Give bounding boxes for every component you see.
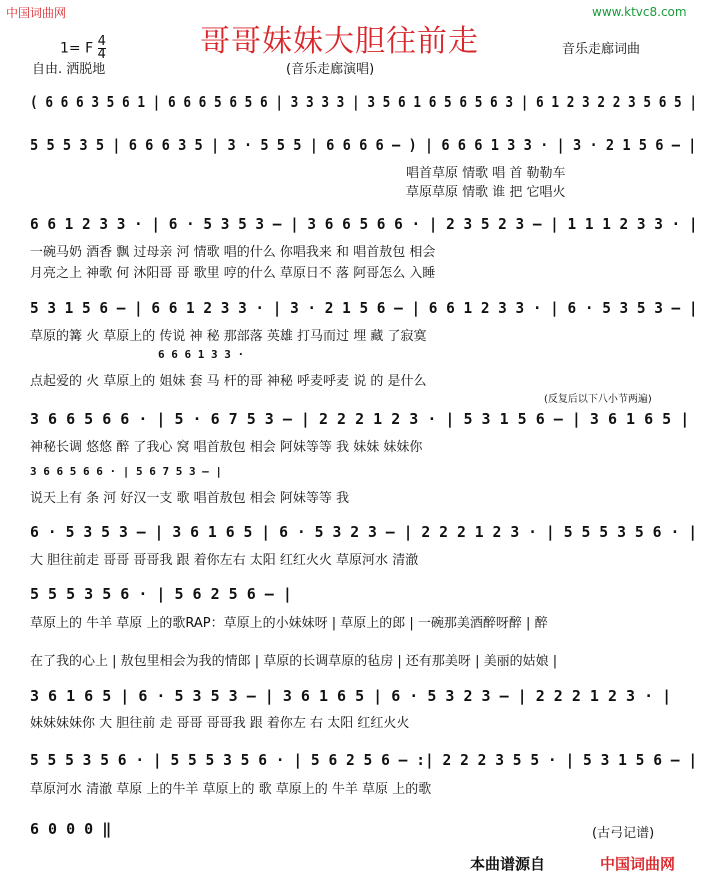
score-row-4: 5 3 1 5 6 – | 6 6 1 2 3 3 · | 3 · 2 1 5 6 – | 6 6 1 2 3 3 · | 6 · 5 3 5 3 – |: [30, 299, 698, 317]
repeat-note: (反复后以下八小节两遍): [544, 394, 652, 405]
score-row-6: 6 · 5 3 5 3 – | 3 6 1 6 5 | 6 · 5 3 2 3 – | 2 2 2 1 2 3 · | 5 5 5 3 5 6 · |: [30, 523, 698, 541]
lyrics-row-3-a: 一碗马奶 酒香 飘 过母亲 河 情歌 唱的什么 你唱我来 和 唱首敖包 相会: [30, 245, 436, 260]
lyrics-row-3-b: 月亮之上 神歌 何 沐阳哥 哥 歌里 哼的什么 草原日不 落 阿哥怎么 入睡: [30, 266, 436, 281]
source-site-link[interactable]: 中国词曲网: [600, 855, 676, 873]
score-row-3: 6 6 1 2 3 3 · | 6 · 5 3 5 3 – | 3 6 6 5 6 6 · | 2 3 5 2 3 – | 1 1 1 2 3 3 · |: [30, 215, 698, 233]
performer: (音乐走廊演唱): [286, 62, 375, 77]
score-row-5-alt: 3 6 6 5 6 6 · | 5 6 7 5 3 – |: [30, 465, 223, 478]
lyrics-row-2-a: 唱首草原 情歌 唱 首 勒勒车: [406, 166, 566, 181]
key-label: 1= F: [60, 40, 94, 57]
score-row-10: 6 0 0 0 ‖: [30, 820, 112, 838]
time-top: 4: [97, 34, 106, 49]
score-row-7: 5 5 5 3 5 6 · | 5 6 2 5 6 – |: [30, 585, 292, 603]
page-title: 哥哥妹妹大胆往前走: [200, 24, 479, 59]
score-row-8: 3 6 1 6 5 | 6 · 5 3 5 3 – | 3 6 1 6 5 | 6 · 5 3 2 3 – | 2 2 2 1 2 3 · |: [30, 687, 672, 705]
watermark-top-left: 中国词曲网: [6, 6, 67, 20]
lyrics-row-6: 大 胆往前走 哥哥 哥哥我 跟 着你左右 太阳 红红火火 草原河水 清澈: [30, 553, 419, 568]
lyrics-row-2-b: 草原草原 情歌 谁 把 它唱火: [406, 185, 566, 200]
lyrics-row-5-b: 说天上有 条 河 好汉一支 歌 唱首敖包 相会 阿妹等等 我: [30, 491, 350, 506]
lyrics-row-4-a: 草原的篝 火 草原上的 传说 神 秘 那部落 英雄 打马而过 埋 藏 了寂寞: [30, 329, 427, 344]
lyrics-row-4-b: 点起爱的 火 草原上的 姐妹 套 马 杆的哥 神秘 呼麦呼麦 说 的 是什么: [30, 374, 427, 389]
lyrics-row-7-a: 草原上的 牛羊 草原 上的歌RAP：草原上的小妹妹呀 | 草原上的郎 | 一碗那美酒醉呀醉 | 醉: [30, 616, 548, 631]
score-row-9: 5 5 5 3 5 6 · | 5 5 5 3 5 6 · | 5 6 2 5 6 – :| 2 2 2 3 5 5 · | 5 3 1 5 6 – |: [30, 751, 698, 769]
lyrics-row-8: 妹妹妹妹你 大 胆往前 走 哥哥 哥哥我 跟 着你左 右 太阳 红红火火: [30, 716, 410, 731]
tempo-marking: 自由. 洒脱地: [32, 62, 106, 77]
lyrics-row-9: 草原河水 清澈 草原 上的牛羊 草原上的 歌 草原上的 牛羊 草原 上的歌: [30, 782, 432, 797]
transcriber-credit: (古弓记谱): [592, 826, 655, 841]
source-label: 本曲谱源自: [470, 855, 546, 873]
score-row-5: 3 6 6 5 6 6 · | 5 · 6 7 5 3 – | 2 2 2 1 2 3 · | 5 3 1 5 6 – | 3 6 1 6 5 |: [30, 410, 690, 428]
score-row-2: 5 5 5 3 5 | 6 6 6 3 5 | 3 · 5 5 5 | 6 6 6 6 – ) | 6 6 6 1 3 3 · | 3 · 2 1 5 6 – |: [30, 136, 697, 154]
watermark-top-right: www.ktvc8.com: [592, 5, 687, 19]
lyrics-row-5-a: 神秘长调 悠悠 醉 了我心 窝 唱首敖包 相会 阿妹等等 我 妹妹 妹妹你: [30, 440, 423, 455]
score-row-4-alt: 6 6 6 1 3 3 ·: [158, 348, 245, 361]
score-row-1: ( 6 6 6 3 5 6 1 | 6 6 6 5 6 5 6 | 3 3 3 3 | 3 5 6 1 6 5 6 5 6 3 | 6 1 2 3 2 2 3 5 6 5 |: [30, 93, 698, 111]
lyrics-row-7-b: 在了我的心上 | 敖包里相会为我的情郎 | 草原的长调草原的毡房 | 还有那美呀 | 美丽的姑娘 |: [30, 654, 558, 669]
time-bottom: 4: [97, 47, 106, 62]
composer: 音乐走廊词曲: [562, 42, 641, 57]
